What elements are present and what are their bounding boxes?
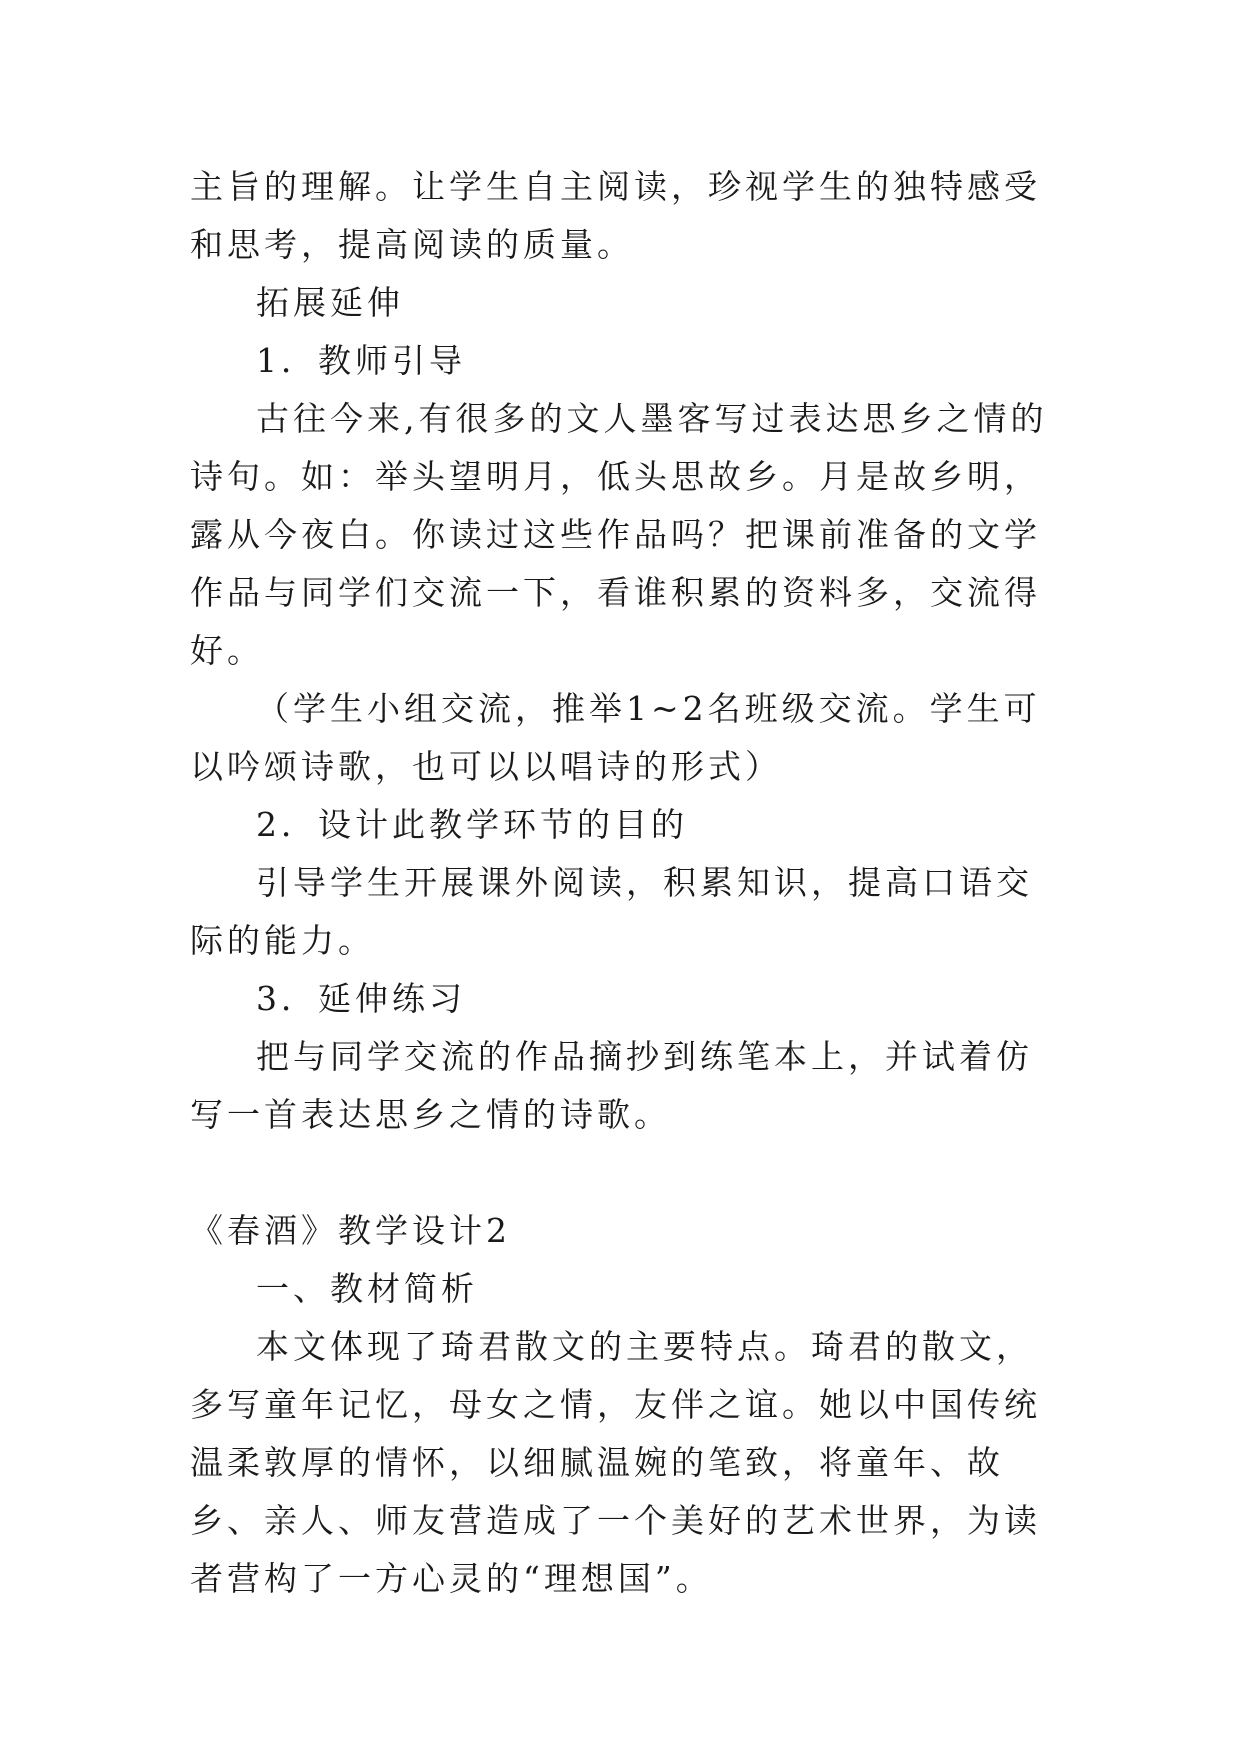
subheading-purpose: 2．设计此教学环节的目的 (256, 805, 688, 844)
paragraph: 本文体现了琦君散文的主要特点。琦君的散文，多写童年记忆，母女之情，友伴之谊。她以中国传统温柔敦厚的情怀，以细腻温婉的笔致，将童年、故乡、亲人、师友营造成了一个美好的艺术世界，为读者营构了一方心灵的“理想国”。 (190, 1327, 1041, 1598)
paragraph: 古往今来,有很多的文人墨客写过表达思乡之情的诗句。如：举头望明月，低头思故乡。月是故乡明，露从今夜白。你读过这些作品吗？把课前准备的文学作品与同学们交流一下，看谁积累的资料多，交流得好。 (190, 399, 1048, 670)
paragraph-note: （学生小组交流，推举1~2名班级交流。学生可以吟颂诗歌，也可以以唱诗的形式） (190, 689, 1041, 786)
section-title: 《春酒》教学设计2 (190, 1211, 511, 1250)
heading-extension: 拓展延伸 (256, 283, 404, 322)
subheading-teacher-guide: 1．教师引导 (256, 341, 466, 380)
paragraph: 主旨的理解。让学生自主阅读，珍视学生的独特感受和思考，提高阅读的质量。 (190, 167, 1041, 264)
document-body (190, 158, 1060, 1608)
paragraph: 引导学生开展课外阅读，积累知识，提高口语交际的能力。 (190, 863, 1033, 960)
subheading-material-analysis: 一、教材简析 (256, 1269, 478, 1308)
subheading-practice: 3．延伸练习 (256, 979, 466, 1018)
paragraph: 把与同学交流的作品摘抄到练笔本上，并试着仿写一首表达思乡之情的诗歌。 (190, 1037, 1033, 1134)
